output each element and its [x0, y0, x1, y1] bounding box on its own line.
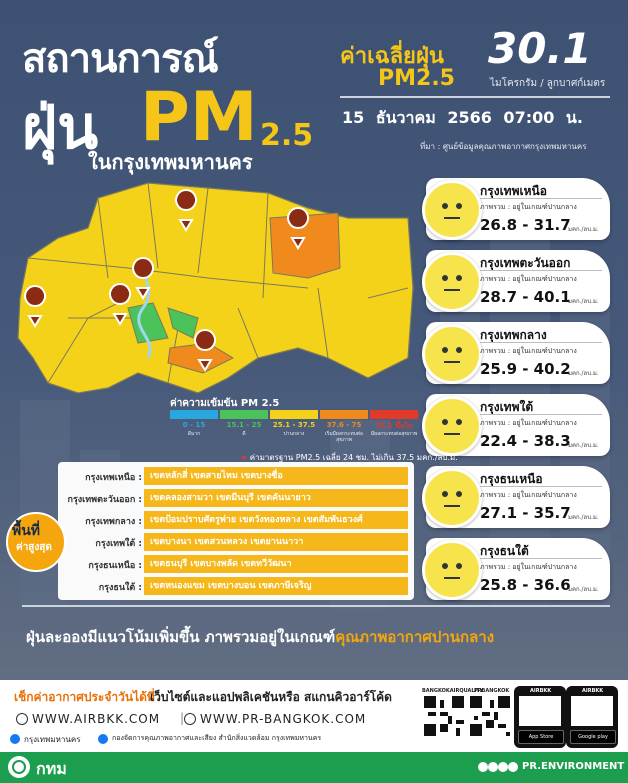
average-pm-label: PM2.5 — [378, 66, 455, 91]
title-line1: สถานการณ์ — [22, 36, 218, 82]
legend-desc: ดีมาก — [187, 431, 201, 437]
facebook-page-bkk[interactable]: กรุงเทพมหานคร — [24, 735, 81, 744]
district-divider — [480, 198, 602, 199]
legend-desc: มีผลกระทบต่อสุขภาพ — [370, 431, 418, 437]
max-area-row — [60, 510, 410, 530]
district-unit: มคก./ลบ.ม. — [568, 370, 599, 377]
district-name: กรุงธนใต้ — [480, 544, 529, 558]
district-divider — [480, 486, 602, 487]
neutral-face-icon — [422, 252, 482, 312]
summary-message — [26, 625, 494, 649]
legend-swatch — [220, 410, 268, 419]
zone-label: กรุงเทพตะวันออก : — [67, 495, 142, 505]
district-unit: มคก./ลบ.ม. — [568, 442, 599, 449]
data-source: ที่มา : ศูนย์ข้อมูลคุณภาพอากาศกรุงเทพมหานคร — [420, 142, 587, 151]
report-date: 15 ธันวาคม 2566 07:00 น. — [342, 108, 583, 127]
district-range: 22.4 - 38.3 — [480, 432, 571, 450]
zone-districts: เขตธนบุรี เขตบางพลัด เขตทวีวัฒนา — [144, 555, 408, 573]
legend-desc: ปานกลาง — [283, 431, 305, 437]
average-label: ค่าเฉลี่ยฝุ่น — [340, 44, 444, 69]
qr-code-icon — [571, 696, 613, 726]
footer-title-highlight: เช็กค่าอากาศประจำวันได้ที่ — [14, 690, 155, 704]
neutral-face-icon — [422, 540, 482, 600]
title-pm: PM — [140, 78, 258, 157]
qr-code-icon — [519, 696, 561, 726]
zone-label: กรุงธนใต้ : — [98, 583, 142, 593]
footer-title: เว็บไซต์และแอปพลิเคชันหรือ สแกนคิวอาร์โค้ด — [150, 690, 392, 704]
legend-range: 75.1 ขึ้นไป — [375, 422, 413, 430]
district-name: กรุงเทพตะวันออก — [480, 256, 571, 270]
legend-range: 0 - 15 — [182, 421, 206, 429]
zone-districts: เขตบางนา เขตสวนหลวง เขตยานนาวา — [144, 533, 408, 551]
bma-logo-inner — [12, 760, 26, 774]
district-status: ภาพรวม : อยู่ในเกณฑ์ปานกลาง — [480, 419, 577, 427]
district-range: 28.7 - 40.1 — [480, 288, 571, 306]
legend-range: 37.6 - 75 — [326, 421, 362, 429]
website-link-prbangkok[interactable]: WWW.PR-BANGKOK.COM — [200, 712, 367, 726]
max-area-row — [60, 554, 410, 574]
max-area-row — [60, 576, 410, 596]
max-badge-line1: พื้นที่ — [12, 523, 41, 539]
app-label-1: AIRBKK — [530, 688, 552, 694]
legend-swatch — [170, 410, 218, 419]
facebook-icon[interactable] — [478, 762, 488, 772]
neutral-face-icon — [422, 468, 482, 528]
district-status: ภาพรวม : อยู่ในเกณฑ์ปานกลาง — [480, 275, 577, 283]
average-unit: ไมโครกรัม / ลูกบาศก์เมตร — [490, 78, 606, 89]
district-name: กรุงเทพกลาง — [480, 328, 547, 342]
neutral-face-icon — [422, 396, 482, 456]
org-name: กทม — [36, 759, 67, 778]
district-unit: มคก./ลบ.ม. — [568, 514, 599, 521]
summary-highlight: คุณภาพอากาศปานกลาง — [335, 628, 495, 646]
district-card — [426, 466, 610, 528]
social-handle[interactable]: PR.ENVIRONMENT — [522, 761, 625, 772]
legend-range: 25.1 - 37.5 — [272, 421, 316, 429]
legend-swatch — [370, 410, 418, 419]
district-divider — [480, 270, 602, 271]
divider-2 — [22, 605, 610, 607]
district-range: 27.1 - 35.7 — [480, 504, 571, 522]
app-download-android[interactable] — [566, 686, 618, 748]
title-pm-subscript: 2.5 — [260, 118, 314, 153]
district-name: กรุงเทพใต้ — [480, 400, 534, 414]
star-icon: ★ — [240, 453, 248, 462]
qr-code-icon[interactable] — [424, 696, 464, 736]
district-card — [426, 178, 610, 240]
facebook-icon — [98, 734, 108, 744]
district-range: 25.8 - 36.6 — [480, 576, 571, 594]
title-line3: ในกรุงเทพมหานคร — [88, 150, 253, 174]
app-store-badge[interactable]: App Store — [518, 730, 564, 744]
facebook-icon — [10, 734, 20, 744]
zone-label: กรุงเทพใต้ : — [95, 539, 142, 549]
zone-districts: เขตหลักสี่ เขตสายไหม เขตบางซื่อ — [144, 467, 408, 485]
max-area-row — [60, 466, 410, 486]
district-status: ภาพรวม : อยู่ในเกณฑ์ปานกลาง — [480, 491, 577, 499]
tiktok-icon[interactable] — [508, 762, 518, 772]
zone-districts: เขตคลองสามวา เขตมีนบุรี เขตคันนายาว — [144, 489, 408, 507]
legend-desc: ดี — [242, 431, 246, 437]
district-status: ภาพรวม : อยู่ในเกณฑ์ปานกลาง — [480, 347, 577, 355]
neutral-face-icon — [422, 324, 482, 384]
district-divider — [480, 558, 602, 559]
neutral-face-icon — [422, 180, 482, 240]
district-card — [426, 250, 610, 312]
bangkok-map — [8, 178, 418, 398]
district-status: ภาพรวม : อยู่ในเกณฑ์ปานกลาง — [480, 203, 577, 211]
max-badge-line2: ค่าสูงสุด — [16, 542, 52, 553]
legend-desc: เริ่มมีผลกระทบต่อสุขภาพ — [324, 431, 364, 443]
standard-text: ค่ามาตรฐาน PM2.5 เฉลี่ย 24 ชม. ไม่เกิน 37.5 มคก./ลบ.ม. — [249, 453, 458, 462]
district-status: ภาพรวม : อยู่ในเกณฑ์ปานกลาง — [480, 563, 577, 571]
max-area-row — [60, 532, 410, 552]
zone-districts: เขตหนองแขม เขตบางบอน เขตภาษีเจริญ — [144, 577, 408, 595]
qr-label-1: BANGKOKAIRQUALITY — [422, 688, 484, 694]
qr-code-icon[interactable] — [470, 696, 510, 736]
district-unit: มคก./ลบ.ม. — [568, 586, 599, 593]
district-card — [426, 394, 610, 456]
zone-label: กรุงเทพเหนือ : — [85, 473, 142, 483]
district-divider — [480, 414, 602, 415]
district-range: 26.8 - 31.7 — [480, 216, 571, 234]
district-name: กรุงเทพเหนือ — [480, 184, 547, 198]
legend-swatch — [270, 410, 318, 419]
district-divider — [480, 342, 602, 343]
zone-label: กรุงธนเหนือ : — [88, 561, 142, 571]
max-area-row — [60, 488, 410, 508]
district-card — [426, 322, 610, 384]
district-range: 25.9 - 40.2 — [480, 360, 571, 378]
qr-label-2: PRBANGKOK — [474, 688, 510, 694]
footer-separator: | — [180, 711, 185, 725]
app-download-ios[interactable] — [514, 686, 566, 748]
website-link-airbkk[interactable]: WWW.AIRBKK.COM — [32, 712, 161, 726]
legend-title: ค่าความเข้มข้น PM 2.5 — [170, 398, 280, 409]
globe-icon — [184, 713, 196, 725]
zone-label: กรุงเทพกลาง : — [85, 517, 142, 527]
district-unit: มคก./ลบ.ม. — [568, 298, 599, 305]
google-play-badge[interactable]: Google play — [570, 730, 616, 744]
divider — [340, 96, 610, 98]
globe-icon — [16, 713, 28, 725]
district-name: กรุงธนเหนือ — [480, 472, 543, 486]
youtube-icon[interactable] — [498, 762, 508, 772]
legend-range: 15.1 - 25 — [226, 421, 262, 429]
average-value: 30.1 — [488, 24, 592, 73]
instagram-icon[interactable] — [488, 762, 498, 772]
district-card — [426, 538, 610, 600]
title-line2: ฝุ่น — [22, 93, 99, 163]
zone-districts: เขตป้อมปราบศัตรูพ่าย เขตวังทองหลาง เขตสัมพันธวงศ์ — [144, 511, 408, 529]
facebook-page-env[interactable]: กองจัดการคุณภาพอากาศและเสียง สำนักสิ่งแวดล้อม กรุงเทพมหานคร — [112, 734, 322, 742]
legend-swatch — [320, 410, 368, 419]
app-label-2: AIRBKK — [582, 688, 604, 694]
summary-part1: ฝุ่นละอองมีแนวโน้มเพิ่มขึ้น ภาพรวมอยู่ในเกณฑ์ — [26, 628, 336, 646]
district-unit: มคก./ลบ.ม. — [568, 226, 599, 233]
